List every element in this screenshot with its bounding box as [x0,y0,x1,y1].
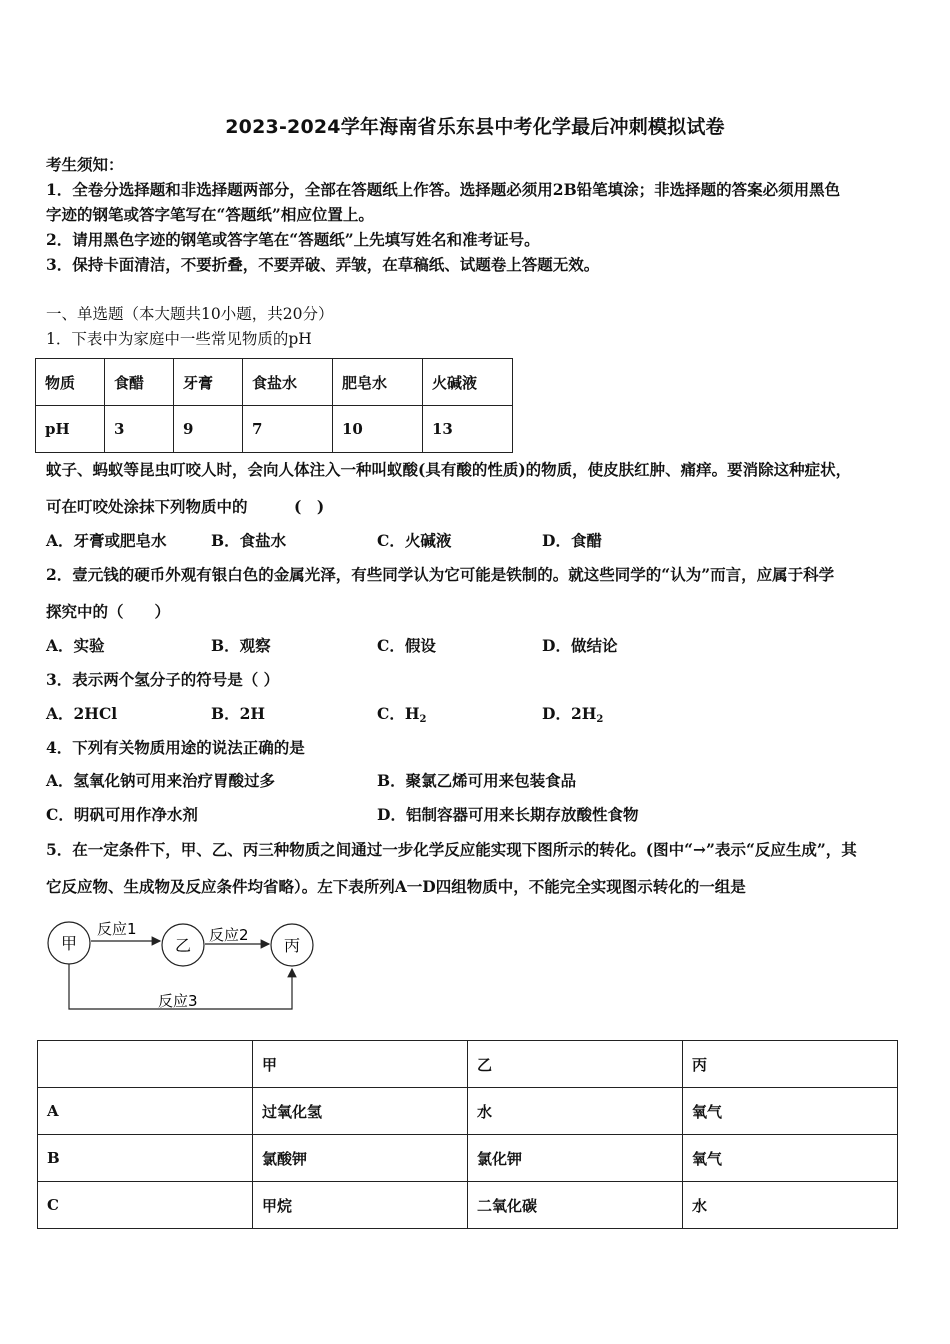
node-jia: 甲 [60,934,78,953]
table-cell: 7 [243,406,333,453]
option-a: A．氢氧化钠可用来治疗胃酸过多 [46,771,276,790]
table-cell: 水 [683,1182,898,1229]
node-bing: 丙 [283,936,301,955]
page-title: 2023-2024学年海南省乐东县中考化学最后冲刺模拟试卷 [225,116,725,138]
q5-text: 它反应物、生成物及反应条件均省略）。左下表所列A一D四组物质中，不能完全实现图示转化的一组是 [46,877,746,896]
option-d: D．铝制容器可用来长期存放酸性食物 [377,805,639,824]
q5-text: 5．在一定条件下，甲、乙、丙三种物质之间通过一步化学反应能实现下图所示的转化。(图中“→”表示“反应生成”，其 [46,840,857,859]
node-yi: 乙 [174,936,192,955]
notice-item: 1．全卷分选择题和非选择题两部分，全部在答题纸上作答。选择题必须用2B铅笔填涂；非选择题的答案必须用黑色 [46,180,841,199]
q4-stem: 4．下列有关物质用途的说法正确的是 [46,738,305,757]
table-cell: 氯化钾 [468,1135,683,1182]
option-c: C．火碱液 [377,531,452,550]
table-cell: 氧气 [683,1088,898,1135]
section-heading: 一、单选题（本大题共10小题，共20分） [46,305,334,323]
notice-item: 字迹的钢笔或答字笔写在“答题纸”相应位置上。 [46,205,374,224]
table-cell: 乙 [468,1041,683,1088]
table-row [38,1135,898,1182]
table-cell: 甲 [253,1041,468,1088]
table-cell: 氧气 [683,1135,898,1182]
option-c-text: C．H [377,704,420,723]
table-row [38,1182,898,1229]
table-cell: 甲烷 [253,1182,468,1229]
table-cell: 二氧化碳 [468,1182,683,1229]
q1-stem: 1．下表中为家庭中一些常见物质的pH [46,330,312,348]
option-d [542,702,603,725]
label-reaction-2: 反应2 [209,926,249,944]
table-cell: 牙膏 [174,359,243,406]
subscript: 2 [419,714,427,725]
table-row [36,359,513,406]
table-cell [38,1041,253,1088]
option-a: A．实验 [46,636,105,655]
label-reaction-3: 反应3 [158,992,198,1010]
table-cell: 火碱液 [423,359,513,406]
option-b: B．聚氯乙烯可用来包装食品 [377,771,577,790]
reaction-diagram [40,912,330,1022]
table-cell: 9 [174,406,243,453]
table-cell: 食盐水 [243,359,333,406]
option-d-text: D．2H [542,704,597,723]
option-a: A．2HCl [46,704,118,723]
table-cell: 水 [468,1088,683,1135]
q1-text: 蚊子、蚂蚁等昆虫叮咬人时，会向人体注入一种叫蚁酸(具有酸的性质)的物质，使皮肤红肿、痛痒。要消除这种症状， [46,460,852,479]
option-d: D．做结论 [542,636,618,655]
table-row [38,1088,898,1135]
table-row [36,406,513,453]
notice-item: 3．保持卡面清洁，不要折叠，不要弄破、弄皱，在草稿纸、试题卷上答题无效。 [46,255,600,274]
table-cell: 物质 [36,359,105,406]
label-reaction-1: 反应1 [97,920,137,938]
table-row [38,1041,898,1088]
option-a: A．牙膏或肥皂水 [46,531,167,550]
table-cell: 食醋 [105,359,174,406]
table-cell: 3 [105,406,174,453]
table-cell: 丙 [683,1041,898,1088]
option-c [377,702,426,725]
q3-stem: 3．表示两个氢分子的符号是（ ） [46,670,280,689]
table-cell: 肥皂水 [333,359,423,406]
option-c: C．假设 [377,636,436,655]
table-cell: 氯酸钾 [253,1135,468,1182]
subscript: 2 [596,714,604,725]
option-b: B．观察 [211,636,271,655]
table-cell: 过氧化氢 [253,1088,468,1135]
table-cell: B [38,1135,253,1182]
notice-item: 2．请用黑色字迹的钢笔或答字笔在“答题纸”上先填写姓名和准考证号。 [46,230,540,249]
table-cell: pH [36,406,105,453]
table-cell: C [38,1182,253,1229]
q1-text: 可在叮咬处涂抹下列物质中的 ( ) [46,497,325,516]
option-b: B．2H [211,704,266,723]
option-b: B．食盐水 [211,531,287,550]
q2-text: 探究中的（ ） [46,602,171,621]
option-c: C．明矾可用作净水剂 [46,805,198,824]
option-d: D．食醋 [542,531,602,550]
notice-heading: 考生须知： [46,155,124,174]
q5-table [37,1040,898,1229]
q2-text: 2．壹元钱的硬币外观有银白色的金属光泽，有些同学认为它可能是铁制的。就这些同学的“认为”而言，应属于科学 [46,565,835,584]
table-cell: 13 [423,406,513,453]
table-cell: 10 [333,406,423,453]
ph-table [35,358,513,453]
table-cell: A [38,1088,253,1135]
